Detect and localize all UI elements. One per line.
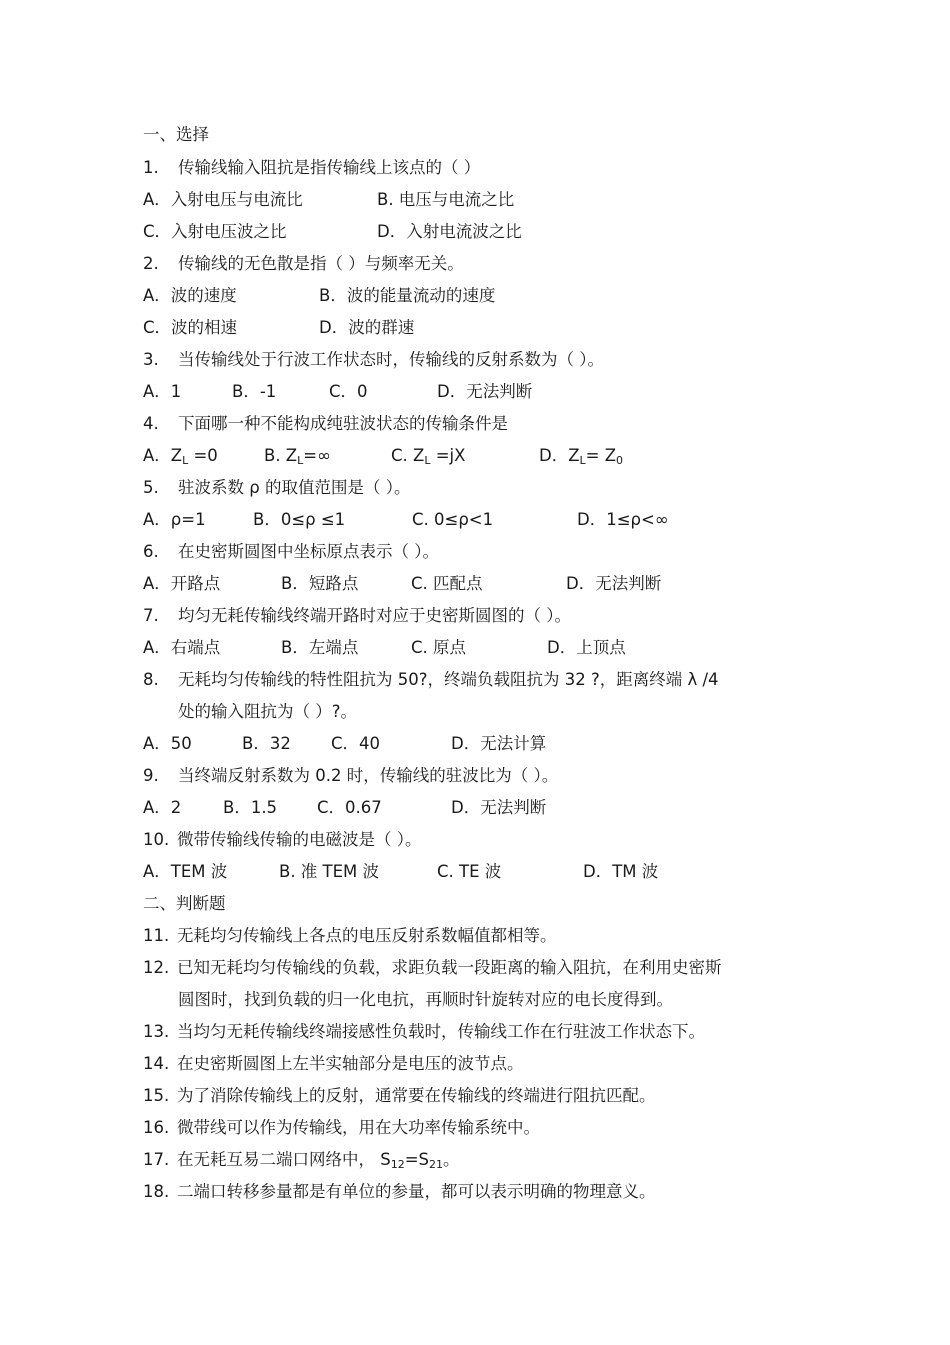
question-number: 9.: [143, 766, 159, 785]
option-a: A．波的速度: [143, 286, 237, 305]
option-d: D．TM 波: [583, 862, 659, 881]
question-number: 2.: [143, 254, 159, 273]
question-number: 14.: [143, 1054, 170, 1073]
question-number: 11.: [143, 926, 170, 945]
option-a: A．入射电压与电流比: [143, 190, 303, 209]
question-number: 12.: [143, 958, 170, 977]
question-text: 微带传输线传输的电磁波是（ ）。: [177, 830, 422, 849]
option-b: B．1.5: [223, 798, 278, 817]
option-b: B．短路点: [281, 574, 359, 593]
question-text: 为了消除传输线上的反射，通常要在传输线的终端进行阻抗匹配。: [177, 1086, 656, 1105]
option-label: D．Z: [539, 446, 580, 465]
question-7: [143, 602, 571, 630]
question-number: 17.: [143, 1150, 170, 1169]
question-number: 10.: [143, 830, 170, 849]
question-text: 驻波系数 ρ 的取值范围是（ ）。: [178, 478, 411, 497]
question-number: 7.: [143, 606, 159, 625]
equation-part: =S: [404, 1150, 430, 1169]
question-2: [143, 250, 464, 278]
question-number: 5.: [143, 478, 159, 497]
question-8: [143, 666, 719, 694]
question-text: 在史密斯圆图上左半实轴部分是电压的波节点。: [177, 1054, 524, 1073]
question-text: 下面哪一种不能构成纯驻波状态的传输条件是: [178, 414, 508, 433]
question-text: 无耗均匀传输线的特性阻抗为 50?，终端负载阻抗为 32 ?，距离终端 λ /4: [178, 670, 719, 689]
option-d: D．无法判断: [451, 798, 547, 817]
option-b: B. 电压与电流之比: [377, 190, 515, 209]
option-b: B．32: [242, 734, 291, 753]
option-b: B. 准 TEM 波: [279, 862, 380, 881]
section-title-choice: 一、选择: [143, 125, 209, 144]
option-a: A．TEM 波: [143, 862, 228, 881]
option-d: D．上顶点: [547, 638, 626, 657]
question-number: 6.: [143, 542, 159, 561]
question-12-continued: 圆图时，找到负载的归一化电抗，再顺时针旋转对应的电长度得到。: [178, 990, 673, 1009]
question-text: 二端口转移参量都是有单位的参量，都可以表示明确的物理意义。: [177, 1182, 656, 1201]
question-number: 15.: [143, 1086, 170, 1105]
option-a: A．开路点: [143, 574, 221, 593]
section-title-judgement: 二、判断题: [143, 894, 226, 913]
question-13: [143, 1018, 705, 1046]
question-text: 当传输线处于行波工作状态时，传输线的反射系数为（ ）。: [178, 350, 604, 369]
option-c: C．0: [329, 382, 368, 401]
question-18: [143, 1178, 656, 1206]
option-d: D．无法计算: [451, 734, 547, 753]
question-9: [143, 762, 558, 790]
equation-end: 。: [443, 1150, 460, 1169]
question-text: 当均匀无耗传输线终端接感性负载时，传输线工作在行驻波工作状态下。: [177, 1022, 705, 1041]
option-a: A．ρ=1: [143, 510, 206, 529]
option-b: B．波的能量流动的速度: [319, 286, 496, 305]
question-3: [143, 346, 604, 374]
option-label: C. Z: [391, 446, 425, 465]
subscript: L: [297, 454, 304, 467]
option-b: B．0≤ρ ≤1: [253, 510, 346, 529]
question-text: 在无耗互易二端口网络中， S: [177, 1150, 391, 1169]
option-a: A．1: [143, 382, 182, 401]
subscript: 0: [616, 454, 624, 467]
option-value: =∞: [303, 446, 331, 465]
option-d: D．无法判断: [437, 382, 533, 401]
option-b: [264, 442, 331, 475]
question-number: 18.: [143, 1182, 170, 1201]
option-c: C．0.67: [317, 798, 382, 817]
option-value: =0: [188, 446, 218, 465]
subscript: L: [579, 454, 586, 467]
question-11: [143, 922, 557, 950]
subscript: L: [424, 454, 431, 467]
question-15: [143, 1082, 656, 1110]
option-d: D．1≤ρ<∞: [577, 510, 669, 529]
option-c: C. 0≤ρ<1: [412, 510, 494, 529]
question-12: [143, 954, 722, 982]
subscript: 12: [390, 1158, 405, 1171]
question-text: 传输线输入阻抗是指传输线上该点的（ ）: [178, 158, 481, 177]
option-a: A．右端点: [143, 638, 221, 657]
option-a: [143, 442, 218, 475]
option-value: = Z: [585, 446, 617, 465]
option-b: B．左端点: [281, 638, 359, 657]
subscript: 21: [429, 1158, 444, 1171]
option-a: A．50: [143, 734, 192, 753]
option-c: [391, 442, 465, 475]
question-number: 8.: [143, 670, 159, 689]
question-number: 16.: [143, 1118, 170, 1137]
option-d: [539, 442, 623, 475]
option-c: C．入射电压波之比: [143, 222, 287, 241]
question-4: [143, 410, 508, 438]
option-b: B．-1: [232, 382, 277, 401]
option-c: C. 匹配点: [411, 574, 483, 593]
question-text: 无耗均匀传输线上各点的电压反射系数幅值都相等。: [177, 926, 557, 945]
option-d: D．入射电流波之比: [377, 222, 522, 241]
question-8-continued: 处的输入阻抗为（ ）?。: [178, 702, 358, 721]
question-16: [143, 1114, 540, 1142]
option-c: C. TE 波: [437, 862, 502, 881]
option-label: B. Z: [264, 446, 298, 465]
question-1: [143, 154, 480, 182]
question-17: [143, 1146, 460, 1174]
question-text: 已知无耗均匀传输线的负载，求距负载一段距离的输入阻抗，在利用史密斯: [177, 958, 722, 977]
question-text: 传输线的无色散是指（ ）与频率无关。: [178, 254, 464, 273]
question-number: 1.: [143, 158, 159, 177]
subscript: L: [182, 454, 189, 467]
question-14: [143, 1050, 524, 1078]
question-number: 4.: [143, 414, 159, 433]
question-5: [143, 474, 410, 502]
question-text: 均匀无耗传输线终端开路时对应于史密斯圆图的（ ）。: [178, 606, 571, 625]
option-d: D．无法判断: [566, 574, 662, 593]
question-text: 微带线可以作为传输线，用在大功率传输系统中。: [177, 1118, 540, 1137]
option-c: C．40: [331, 734, 381, 753]
option-value: =jX: [430, 446, 466, 465]
question-number: 3.: [143, 350, 159, 369]
question-number: 13.: [143, 1022, 170, 1041]
option-d: D．波的群速: [319, 318, 415, 337]
question-text: 当终端反射系数为 0.2 时，传输线的驻波比为（ ）。: [178, 766, 559, 785]
question-10: [143, 826, 422, 854]
option-label: A．Z: [143, 446, 183, 465]
question-6: [143, 538, 439, 566]
option-a: A．2: [143, 798, 182, 817]
option-c: C．波的相速: [143, 318, 238, 337]
option-c: C. 原点: [411, 638, 467, 657]
question-text: 在史密斯圆图中坐标原点表示（ ）。: [178, 542, 439, 561]
